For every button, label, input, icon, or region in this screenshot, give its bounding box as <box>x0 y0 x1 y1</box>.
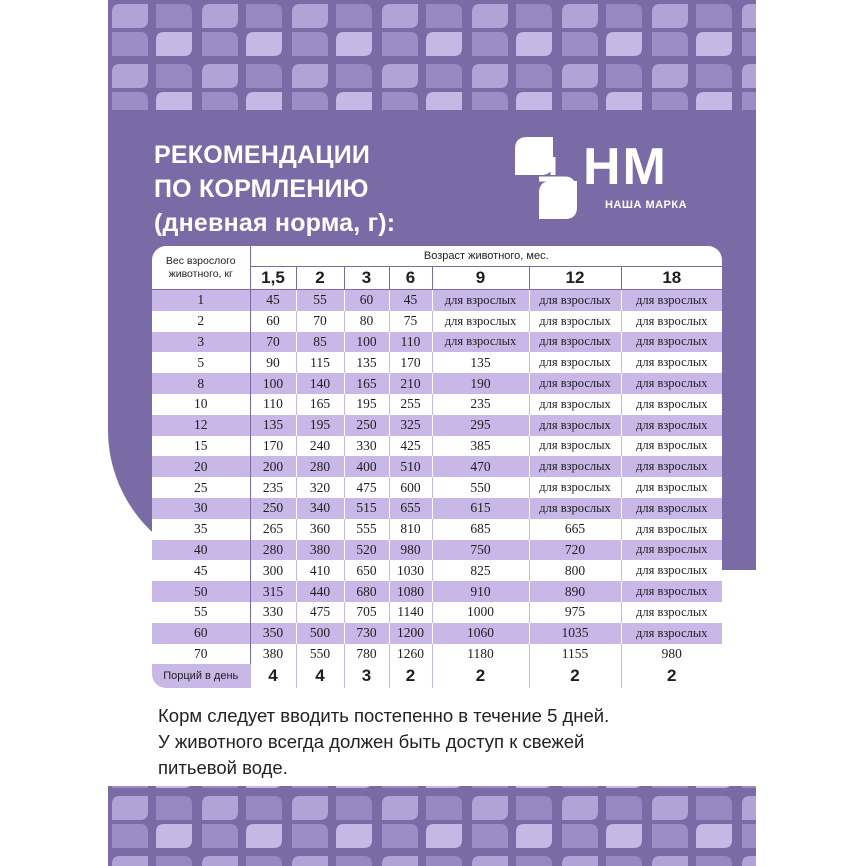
portion-cell: 45 <box>389 290 432 311</box>
portion-cell: для взрослых <box>621 332 722 353</box>
portion-cell: для взрослых <box>621 602 722 623</box>
decorative-pattern-bottom <box>108 786 756 866</box>
portion-cell: 440 <box>296 581 344 602</box>
servings-cell: 2 <box>529 664 621 688</box>
portion-cell: 380 <box>250 644 296 665</box>
portion-cell: для взрослых <box>621 415 722 436</box>
portion-cell: 550 <box>432 477 529 498</box>
portion-cell: 195 <box>296 415 344 436</box>
portion-cell: 600 <box>389 477 432 498</box>
logo-text: НМ <box>583 138 668 196</box>
portion-cell: 980 <box>621 644 722 665</box>
product-card <box>108 0 756 866</box>
portion-cell: для взрослых <box>529 456 621 477</box>
weight-header-line-2: животного, кг <box>168 267 233 280</box>
portion-cell: 470 <box>432 456 529 477</box>
portion-cell: 55 <box>296 290 344 311</box>
servings-cell: 4 <box>250 664 296 688</box>
portion-cell: 300 <box>250 560 296 581</box>
portion-cell: 1080 <box>389 581 432 602</box>
portion-cell: 1155 <box>529 644 621 665</box>
portion-cell: 800 <box>529 560 621 581</box>
feeding-note <box>158 703 718 781</box>
weight-cell: 45 <box>152 560 250 581</box>
portion-cell: для взрослых <box>621 540 722 561</box>
weight-header-line-1: Вес взрослого <box>165 254 236 267</box>
servings-per-day-row <box>152 664 722 688</box>
portion-cell: 110 <box>389 332 432 353</box>
portion-cell: 810 <box>389 519 432 540</box>
portion-cell: 235 <box>432 394 529 415</box>
age-column-header: 18 <box>621 267 722 290</box>
table-row <box>152 394 722 415</box>
table-row <box>152 415 722 436</box>
decorative-pattern-top <box>108 0 756 120</box>
portion-cell: 720 <box>529 540 621 561</box>
portion-cell: 780 <box>344 644 389 665</box>
weight-column-header <box>152 246 250 290</box>
portion-cell: 315 <box>250 581 296 602</box>
table-row <box>152 456 722 477</box>
portion-cell: для взрослых <box>621 477 722 498</box>
weight-cell: 10 <box>152 394 250 415</box>
portion-cell: 80 <box>344 311 389 332</box>
table-row <box>152 581 722 602</box>
portion-cell: для взрослых <box>621 394 722 415</box>
portion-cell: 510 <box>389 456 432 477</box>
brand-logo <box>513 135 713 225</box>
portion-cell: для взрослых <box>621 311 722 332</box>
portion-cell: 1035 <box>529 623 621 644</box>
portion-cell: 100 <box>250 373 296 394</box>
portion-cell: 265 <box>250 519 296 540</box>
table-row <box>152 602 722 623</box>
portion-cell: 1140 <box>389 602 432 623</box>
portion-cell: 195 <box>344 394 389 415</box>
portion-cell: для взрослых <box>621 373 722 394</box>
weight-cell: 30 <box>152 498 250 519</box>
portion-cell: 705 <box>344 602 389 623</box>
weight-cell: 50 <box>152 581 250 602</box>
portion-cell: 165 <box>296 394 344 415</box>
age-group-header: Возраст животного, мес. <box>250 246 722 267</box>
portion-cell: для взрослых <box>529 311 621 332</box>
title-line-3: (дневная норма, г): <box>154 209 396 237</box>
portion-cell: 200 <box>250 456 296 477</box>
portion-cell: 350 <box>250 623 296 644</box>
table-row <box>152 436 722 457</box>
table-row <box>152 477 722 498</box>
leaf-logo-icon <box>513 135 593 225</box>
table-row <box>152 560 722 581</box>
portion-cell: 520 <box>344 540 389 561</box>
portion-cell: 410 <box>296 560 344 581</box>
portion-cell: 170 <box>389 352 432 373</box>
portion-cell: 1000 <box>432 602 529 623</box>
portion-cell: 280 <box>250 540 296 561</box>
leaf-pattern-icon <box>108 786 756 866</box>
note-line-3: питьевой воде. <box>158 757 288 778</box>
portion-cell: 295 <box>432 415 529 436</box>
servings-cell: 2 <box>389 664 432 688</box>
portion-cell: 330 <box>250 602 296 623</box>
portion-cell: для взрослых <box>529 352 621 373</box>
age-column-header: 12 <box>529 267 621 290</box>
portion-cell: 340 <box>296 498 344 519</box>
portion-cell: для взрослых <box>529 394 621 415</box>
feeding-table-card <box>152 246 722 688</box>
portion-cell: для взрослых <box>621 352 722 373</box>
weight-cell: 55 <box>152 602 250 623</box>
table-row <box>152 540 722 561</box>
leaf-pattern-icon <box>108 0 756 120</box>
portion-cell: 1260 <box>389 644 432 665</box>
portion-cell: 330 <box>344 436 389 457</box>
portion-cell: для взрослых <box>529 290 621 311</box>
portion-cell: для взрослых <box>621 581 722 602</box>
portion-cell: 135 <box>432 352 529 373</box>
portion-cell: 210 <box>389 373 432 394</box>
portion-cell: 110 <box>250 394 296 415</box>
table-row <box>152 498 722 519</box>
portion-cell: 45 <box>250 290 296 311</box>
portion-cell: 1200 <box>389 623 432 644</box>
portion-cell: 70 <box>296 311 344 332</box>
servings-cell: 4 <box>296 664 344 688</box>
table-row <box>152 352 722 373</box>
portion-cell: 730 <box>344 623 389 644</box>
portion-cell: 100 <box>344 332 389 353</box>
portion-cell: 75 <box>389 311 432 332</box>
portion-cell: 380 <box>296 540 344 561</box>
weight-cell: 1 <box>152 290 250 311</box>
weight-cell: 8 <box>152 373 250 394</box>
table-row <box>152 623 722 644</box>
table-body <box>152 290 722 665</box>
weight-cell: 40 <box>152 540 250 561</box>
portion-cell: для взрослых <box>621 498 722 519</box>
portion-cell: 255 <box>389 394 432 415</box>
portion-cell: 475 <box>344 477 389 498</box>
portion-cell: 240 <box>296 436 344 457</box>
weight-cell: 15 <box>152 436 250 457</box>
portion-cell: 250 <box>250 498 296 519</box>
portion-cell: 135 <box>344 352 389 373</box>
portion-cell: 400 <box>344 456 389 477</box>
table-row <box>152 290 722 311</box>
portion-cell: 70 <box>250 332 296 353</box>
portion-cell: для взрослых <box>432 290 529 311</box>
weight-cell: 3 <box>152 332 250 353</box>
weight-cell: 60 <box>152 623 250 644</box>
portion-cell: 1030 <box>389 560 432 581</box>
title-line-2: ПО КОРМЛЕНИЮ <box>154 175 369 203</box>
portion-cell: 320 <box>296 477 344 498</box>
portion-cell: 165 <box>344 373 389 394</box>
portion-cell: 1060 <box>432 623 529 644</box>
age-column-header: 1,5 <box>250 267 296 290</box>
portion-cell: для взрослых <box>621 519 722 540</box>
weight-cell: 20 <box>152 456 250 477</box>
portion-cell: для взрослых <box>621 456 722 477</box>
portion-cell: для взрослых <box>621 560 722 581</box>
note-line-1: Корм следует вводить постепенно в течение 5 дней. <box>158 705 610 726</box>
page-title <box>154 138 395 240</box>
portion-cell: 665 <box>529 519 621 540</box>
portion-cell: 555 <box>344 519 389 540</box>
portion-cell: 980 <box>389 540 432 561</box>
logo-subtitle: НАША МАРКА <box>605 199 688 211</box>
portion-cell: 550 <box>296 644 344 665</box>
portion-cell: для взрослых <box>621 436 722 457</box>
portion-cell: 325 <box>389 415 432 436</box>
portion-cell: 655 <box>389 498 432 519</box>
table-row <box>152 519 722 540</box>
note-line-2: У животного всегда должен быть доступ к свежей <box>158 731 585 752</box>
age-column-header: 9 <box>432 267 529 290</box>
portion-cell: для взрослых <box>621 623 722 644</box>
servings-cell: 3 <box>344 664 389 688</box>
weight-cell: 35 <box>152 519 250 540</box>
portion-cell: для взрослых <box>529 415 621 436</box>
portion-cell: 190 <box>432 373 529 394</box>
portion-cell: 890 <box>529 581 621 602</box>
portion-cell: 500 <box>296 623 344 644</box>
age-column-header: 2 <box>296 267 344 290</box>
portion-cell: 1180 <box>432 644 529 665</box>
portion-cell: 385 <box>432 436 529 457</box>
servings-cell: 2 <box>432 664 529 688</box>
portion-cell: 360 <box>296 519 344 540</box>
portion-cell: для взрослых <box>529 332 621 353</box>
weight-cell: 70 <box>152 644 250 665</box>
table-row <box>152 373 722 394</box>
table-row <box>152 311 722 332</box>
portion-cell: для взрослых <box>621 290 722 311</box>
portion-cell: 825 <box>432 560 529 581</box>
weight-cell: 2 <box>152 311 250 332</box>
portion-cell: для взрослых <box>432 311 529 332</box>
portion-cell: 750 <box>432 540 529 561</box>
table-row <box>152 332 722 353</box>
weight-cell: 12 <box>152 415 250 436</box>
age-column-header: 3 <box>344 267 389 290</box>
title-line-1: РЕКОМЕНДАЦИИ <box>154 141 371 169</box>
portion-cell: 975 <box>529 602 621 623</box>
servings-cell: 2 <box>621 664 722 688</box>
portion-cell: 685 <box>432 519 529 540</box>
weight-cell: 25 <box>152 477 250 498</box>
portion-cell: для взрослых <box>529 498 621 519</box>
portion-cell: 135 <box>250 415 296 436</box>
portion-cell: 235 <box>250 477 296 498</box>
age-column-header: 6 <box>389 267 432 290</box>
portion-cell: 140 <box>296 373 344 394</box>
portion-cell: для взрослых <box>529 436 621 457</box>
portion-cell: 170 <box>250 436 296 457</box>
portion-cell: 680 <box>344 581 389 602</box>
portion-cell: 115 <box>296 352 344 373</box>
portion-cell: для взрослых <box>529 477 621 498</box>
portion-cell: 60 <box>250 311 296 332</box>
portion-cell: 60 <box>344 290 389 311</box>
portion-cell: 250 <box>344 415 389 436</box>
portion-cell: 650 <box>344 560 389 581</box>
table-row <box>152 644 722 665</box>
portion-cell: для взрослых <box>529 373 621 394</box>
portion-cell: 475 <box>296 602 344 623</box>
portion-cell: 615 <box>432 498 529 519</box>
feeding-table <box>152 246 722 688</box>
portion-cell: 425 <box>389 436 432 457</box>
portion-cell: 85 <box>296 332 344 353</box>
portion-cell: 90 <box>250 352 296 373</box>
portion-cell: 910 <box>432 581 529 602</box>
servings-label: Порций в день <box>152 664 250 688</box>
portion-cell: 280 <box>296 456 344 477</box>
portion-cell: для взрослых <box>432 332 529 353</box>
portion-cell: 515 <box>344 498 389 519</box>
weight-cell: 5 <box>152 352 250 373</box>
